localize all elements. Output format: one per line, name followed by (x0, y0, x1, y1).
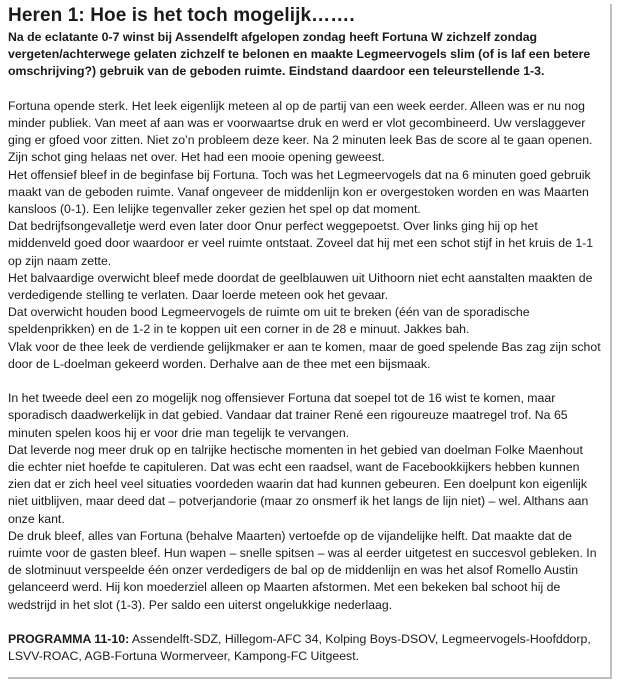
programma-text: Assendelft-SDZ, Hillegom-AFC 34, Kolping Boys-DSOV, Legmeervogels-Hoofddorp, LSVV-ROAC, AGB-Fortuna Wormerveer, Kampong-FC Uitgeest. (8, 632, 591, 664)
paragraph-gap (8, 614, 602, 631)
article (8, 4, 612, 679)
paragraph: In het tweede deel een zo mogelijk nog offensiever Fortuna dat soepel tot de 16 wist te komen, maar sporadisch daadwerkelijk in dat gebied. Vandaar dat trainer René een rigoureuze maatregel trof. Na 65 minuten spelen koos hij er voor drie man tegelijk te vervangen. (8, 391, 568, 440)
paragraph: Het balvaardige overwicht bleef mede doordat de geelblauwen uit Uithoorn niet echt aanstalten maakten de verdedigende stelling te verlaten. Daar loerde meteen ook het gevaar. (8, 270, 593, 303)
article-title: Heren 1: Hoe is het toch mogelijk……. (8, 5, 355, 26)
paragraph: Vlak voor de thee leek de verdiende gelijkmaker er aan te komen, maar de goed spelende Bas zag zijn schot door de L-doelman gekeerd worden. Derhalve aan de thee met een bijsmaak. (8, 339, 601, 371)
paragraph: Dat bedrijfsongevalletje werd even later door Onur perfect weggepoetst. Over links ging hij op het middenveld goed door waardoor er veel ruimte ontstaat. Zoveel dat hij met een schot stijf in het kruis de 1-1 op zijn naam zette. (8, 219, 594, 268)
programma-label: PROGRAMMA 11-10: (8, 632, 130, 647)
paragraph: Fortuna opende sterk. Het leek eigenlijk meteen al op de partij van een week eerder. Alleen was er nu nog minder publiek. Van meet af aan was er voorwaartse druk en werd er vlot gecombineerd. Uw verslaggever ging er gfoed voor zitten. Niet zo’n probleem deze keer. Na 2 minuten leek Bas de score al te gaan openen. Zijn schot ging helaas net over. Het had een mooie opening geweest. (8, 98, 593, 165)
paragraph: Het offensief bleef in de beginfase bij Fortuna. Toch was het Legmeervogels dat na 6 minuten goed gebruik maakt van de geboden ruimte. Vanaf ongeveer de middenlijn kon er overgestoken worden en was Maarten kansloos (0-1). Een lelijke tegenvaller zeker gezien het spel op dat moment. (8, 167, 591, 217)
paragraph: Dat leverde nog meer druk op en talrijke hectische momenten in het gebied van doelman Folke Maenhout die echter niet hoefde te capituleren. Dat was echt een raadsel, want de Facebookkijkers hebben kunnen zien dat er zich heel veel situaties voordeden waarin dat had kunnen gebeuren. Een doelpunt kon eigenlijk niet uitblijven, maar deed dat – potverjandorie (maar zo onsmerf ik het langs de lijn niet) – wel. Althans aan onze kant. (8, 442, 589, 526)
programma-paragraph (8, 631, 602, 665)
paragraph: De druk bleef, alles van Fortuna (behalve Maarten) vertoefde op de vijandelijke helft. Dat maakte dat de ruimte voor de gasten bleef. Hun wapen – snelle spitsen – was al eerder uitgetest en succesvol gebleken. In de slotminuut verspeelde één onzer verdedigers de bal op de middenlijn en was het alsof Romello Austin gelanceerd werd. Hij kon moederziel alleen op Maarten afstormen. Met een bekeken bal schoot hij de wedstrijd in het slot (1-3). Per saldo een uiterst ongelukkige nederlaag. (8, 528, 597, 612)
paragraph-gap (8, 81, 602, 98)
paragraph: Dat overwicht houden bood Legmeervogels de ruimte om uit te breken (één van de sporadische speldenprikken) en de 1-2 in te koppen uit een corner in de 28 e minuut. Jakkes bah. (8, 305, 530, 337)
paragraph-gap (8, 373, 602, 390)
intro-paragraph: Na de eclatante 0-7 winst bij Assendelft afgelopen zondag heeft Fortuna W zichzelf zondag vergeten/achterwege gelaten zichzelf te belonen en maakte Legmeervogels slim (of is laf een betere omschrijving?) gebruik van de geboden ruimte. Eindstand daardoor een teleurstellende 1-3. (8, 30, 591, 79)
